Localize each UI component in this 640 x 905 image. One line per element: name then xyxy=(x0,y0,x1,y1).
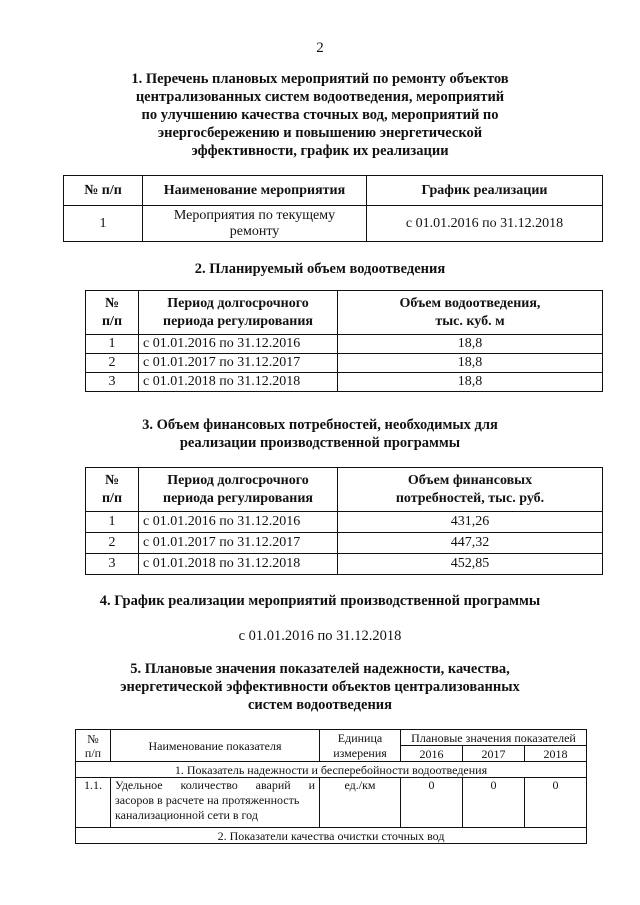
section5-title xyxy=(0,660,640,714)
section4-period: с 01.01.2016 по 31.12.2018 xyxy=(238,628,402,644)
section3-title-line: реализации производственной программы xyxy=(179,435,461,451)
indicator-line: Удельное количество аварий и xyxy=(115,778,315,792)
row-value-2017: 0 xyxy=(462,778,524,828)
section5-title-line: 5. Плановые значения показателей надежности, качества, xyxy=(130,661,510,677)
col-year-2018: 2018 xyxy=(524,746,586,762)
table-row xyxy=(86,373,603,392)
group-header: 1. Показатель надежности и бесперебойности водоотведения xyxy=(76,762,587,778)
row-schedule: с 01.01.2016 по 31.12.2018 xyxy=(367,206,603,242)
row-period: с 01.01.2016 по 31.12.2016 xyxy=(139,512,338,533)
header-line: п/п xyxy=(101,490,123,506)
row-value: 452,85 xyxy=(338,554,603,575)
col-indicator-name: Наименование показателя xyxy=(111,730,320,762)
section2-title: 2. Планируемый объем водоотведения xyxy=(194,261,446,277)
row-period: с 01.01.2016 по 31.12.2016 xyxy=(139,335,338,354)
row-value: 447,32 xyxy=(338,533,603,554)
header-line: № xyxy=(104,472,120,488)
col-num xyxy=(76,730,111,762)
row-num: 1.1. xyxy=(76,778,111,828)
table-row xyxy=(76,778,587,828)
table-row xyxy=(64,206,603,242)
section1-title-line: эффективности, график их реализации xyxy=(191,143,449,159)
col-schedule: График реализации xyxy=(367,176,603,206)
indicator-line: канализационной сети в год xyxy=(115,808,258,822)
section4-title: 4. График реализации мероприятий производственной программы xyxy=(99,593,541,609)
row-period: с 01.01.2017 по 31.12.2017 xyxy=(139,533,338,554)
header-line: тыс. куб. м xyxy=(435,313,505,329)
col-period xyxy=(139,468,338,512)
row-value: 18,8 xyxy=(338,335,603,354)
row-num: 3 xyxy=(86,373,139,392)
header-line: периода регулирования xyxy=(163,490,313,506)
col-num: № п/п xyxy=(64,176,143,206)
header-line: № xyxy=(104,295,120,311)
header-line: п/п xyxy=(101,313,123,329)
section5-title-line: энергетической эффективности объектов централизованных xyxy=(120,679,520,695)
row-name xyxy=(143,206,367,242)
table-row xyxy=(86,512,603,533)
section1-title-line: энергосбережению и повышению энергетической xyxy=(157,125,483,141)
header-line: Период долгосрочного xyxy=(167,472,309,488)
col-value xyxy=(338,291,603,335)
table-row xyxy=(86,354,603,373)
col-year-2017: 2017 xyxy=(462,746,524,762)
row-value: 431,26 xyxy=(338,512,603,533)
header-line: Объем водоотведения, xyxy=(399,295,541,311)
row-num: 1 xyxy=(64,206,143,242)
col-num xyxy=(86,468,139,512)
row-unit: ед./км xyxy=(320,778,401,828)
row-num: 1 xyxy=(86,335,139,354)
section1-title-line: централизованных систем водоотведения, мероприятий xyxy=(135,89,505,105)
section3-title-line: 3. Объем финансовых потребностей, необходимых для xyxy=(142,417,498,433)
row-period: с 01.01.2017 по 31.12.2017 xyxy=(139,354,338,373)
row-value-2016: 0 xyxy=(401,778,463,828)
header-line: п/п xyxy=(84,745,102,760)
row-period: с 01.01.2018 по 31.12.2018 xyxy=(139,554,338,575)
col-period xyxy=(139,291,338,335)
col-unit-top: Единица xyxy=(320,730,401,746)
header-line: потребностей, тыс. руб. xyxy=(395,490,545,506)
col-num xyxy=(86,291,139,335)
row-value: 18,8 xyxy=(338,373,603,392)
section3-title xyxy=(0,416,640,452)
row-period: с 01.01.2018 по 31.12.2018 xyxy=(139,373,338,392)
table-row xyxy=(86,335,603,354)
section5-table xyxy=(75,729,587,844)
row-value-2018: 0 xyxy=(524,778,586,828)
section1-title-line: 1. Перечень плановых мероприятий по ремонту объектов xyxy=(131,71,509,87)
col-year-2016: 2016 xyxy=(401,746,463,762)
section1-table xyxy=(63,175,603,242)
table-row xyxy=(86,554,603,575)
header-line: Объем финансовых xyxy=(407,472,533,488)
section1-title-line: по улучшению качества сточных вод, мероприятий по xyxy=(141,107,499,123)
section2-table xyxy=(85,290,603,392)
col-name: Наименование мероприятия xyxy=(143,176,367,206)
row-name-line: Мероприятия по текущему xyxy=(173,207,336,223)
col-planned: Плановые значения показателей xyxy=(401,730,587,746)
section5-title-line: систем водоотведения xyxy=(247,697,393,713)
row-num: 2 xyxy=(86,533,139,554)
header-line: № xyxy=(87,731,99,746)
col-value xyxy=(338,468,603,512)
section1-title xyxy=(0,70,640,160)
header-line: Период долгосрочного xyxy=(167,295,309,311)
group-header: 2. Показатели качества очистки сточных вод xyxy=(76,828,587,844)
section3-table xyxy=(85,467,603,575)
row-num: 2 xyxy=(86,354,139,373)
row-num: 3 xyxy=(86,554,139,575)
row-value: 18,8 xyxy=(338,354,603,373)
page-number: 2 xyxy=(316,40,324,56)
row-num: 1 xyxy=(86,512,139,533)
table-row xyxy=(86,533,603,554)
row-name-line: ремонту xyxy=(229,223,280,239)
indicator-line: засоров в расчете на протяженность xyxy=(115,793,300,807)
header-line: периода регулирования xyxy=(163,313,313,329)
col-unit-bottom: измерения xyxy=(320,746,401,762)
row-indicator-name xyxy=(111,778,320,828)
